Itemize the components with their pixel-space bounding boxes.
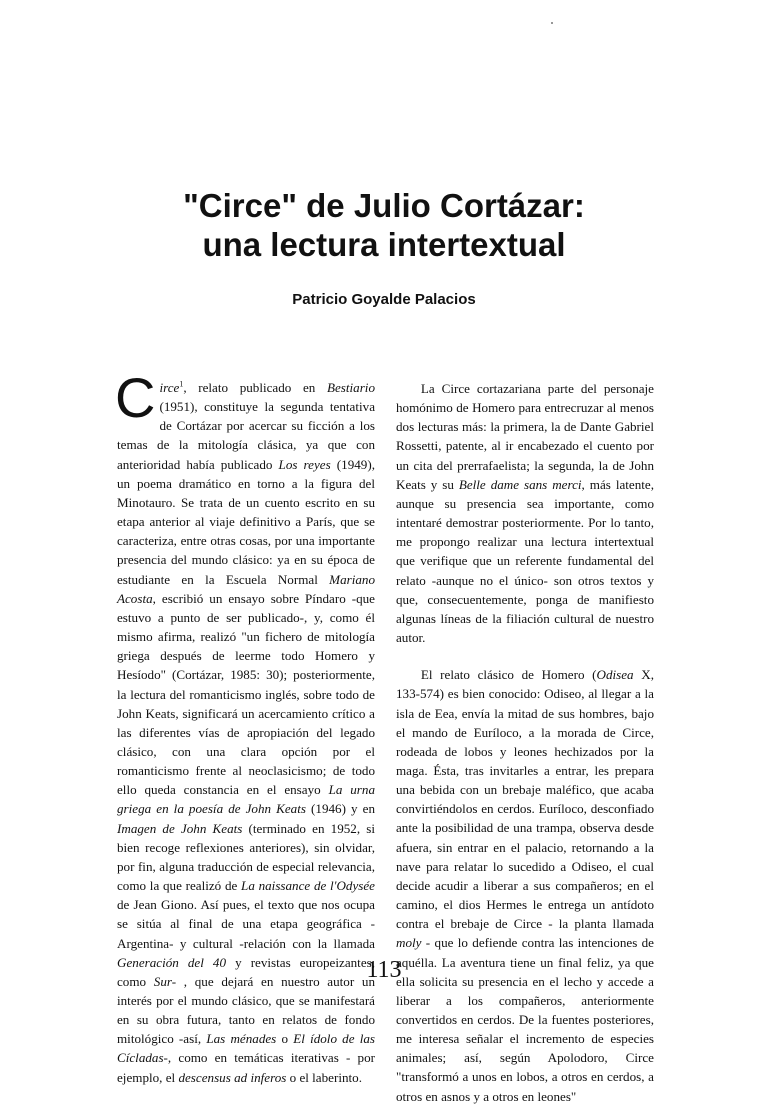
text-fragment: Bestiario — [326, 380, 375, 395]
text-fragment: La urna griega en la poesía de John Keats — [117, 782, 375, 817]
author-name: Patricio Goyalde Palacios — [292, 291, 476, 308]
text-fragment: que lo defiende contra las intenciones de aquélla. La aventura tiene un final feliz, ya que ella solicita su presencia en el lecho y accede a liberar a los compañeros, anteriormente convertidos en cerdos. De la fuentes posteriores, me interesa señalar el incremento de especies animales; así, según Apolodoro, Circe "transformó a unos en lobos, a otros en cerdos, a otros en asnos y a otros en leones" — [396, 935, 654, 1104]
text-fragment: , que dejará en nuestro autor un interés por el mundo clásico, que se manifestará en su obra futura, tanto en relatos de fondo mitológico -así, — [117, 973, 375, 1047]
drop-cap: C — [115, 366, 156, 429]
paragraph-2 — [396, 379, 654, 647]
title-line-1: "Circe" de Julio Cortázar: — [183, 187, 585, 224]
text-fragment: o el laberinto. — [286, 1069, 362, 1085]
text-fragment: La Circe cortazariana parte del personaje homónimo de Homero para entrecruzar al menos dos lecturas más: la primera, la de Dante Gabriel Rossetti, patente, al ir encabezado el cuento por un cita del prerrafaelista; la segunda, la de John Keats y su — [396, 381, 654, 492]
text-fragment: más latente, aunque su presencia sea importante, como intentaré demostrar posteriormente. Por lo tanto, me propongo realizar una lectura intertextual que verifique que un referente fundamental del relato -aunque no el único- son otros textos y que, consecuentemente, ponga de manifiesto algunas líneas de la filiación cultural de nuestro autor. — [396, 476, 654, 646]
article-title — [0, 186, 768, 264]
text-fragment: Imagen de John Keats — [117, 820, 243, 836]
text-fragment: Sur- — [153, 973, 177, 989]
text-fragment: , relato publicado en — [183, 380, 327, 395]
text-fragment: La naissance de l'Odysée — [241, 878, 375, 894]
text-fragment: Odisea — [596, 667, 634, 683]
right-column — [396, 379, 654, 1106]
text-fragment: (1949), un poema dramático en torno a la figura del Minotauro. Se trata de un cuento escrito en su etapa anterior al viaje definitivo a París, que se caracteriza, entre otras cosas, por una importante presencia del mundo clásico: ya en su época de estudiante en la Escuela Normal — [117, 456, 375, 587]
text-fragment: Las ménades — [206, 1031, 277, 1047]
text-fragment: Belle dame sans merci, — [458, 476, 585, 492]
paragraph-3 — [396, 665, 654, 1106]
text-fragment: , escribió un ensayo sobre Píndaro -que estuvo a punto de ser publicado-, y, como él mismo afirma, realizó "un fichero de mitología griega después de leerme todo Homero y Hesíodo" (Cortázar, 1985: 30); posteriormente, la lectura del romanticismo inglés, sobre todo de John Keats, significará un acercamiento crítico a las diferentes vías de apropiación del legado clásico, con una clara opción por el romanticismo frente al neoclasicismo; de todo ello queda constancia en el ensayo — [117, 590, 375, 798]
text-fragment: Generación del 40 — [117, 954, 227, 970]
text-fragment: y revistas europeizantes, como — [117, 954, 375, 989]
text-fragment: El ídolo de las Cícladas- — [117, 1031, 376, 1066]
text-fragment: moly - — [396, 935, 431, 951]
text-fragment: X, 133-574) es bien conocido: Odiseo, al llegar a la isla de Eea, envía la mitad de sus hombres, bajo el mando de Euríloco, a la morada de Circe, rodeada de lobos y leones hechizados por la maga. Ésta, tras invitarles a entrar, les prepara una bebida con un brebaje maléfico, que acaba convirtiéndolos en cerdos. Euríloco, desconfiado ante la posibilidad de una trampa, observa desde afuera, sin entrar en el palacio, retornando a la nave para relatar lo sucedido a Odiseo, el cual decide acudir a liberar a sus compañeros; en el camino, el dios Hermes le entrega un antídoto contra el brebaje de Circe - la planta llamada — [396, 667, 654, 932]
text-fragment: descensus ad inferos — [178, 1069, 287, 1085]
text-fragment: (terminado en 1952, si bien recoge reflexiones anteriores), sin olvidar, por fin, alguna traducción de especial relevancia, como la que realizó de — [117, 820, 375, 894]
footnote-ref[interactable]: 1 — [179, 379, 184, 389]
text-fragment: Mariano Acosta — [117, 571, 375, 606]
text-fragment: o — [276, 1031, 294, 1047]
text-fragment: Los reyes — [278, 456, 331, 472]
text-fragment: , como en temáticas iterativas - por ejemplo, el — [117, 1050, 375, 1085]
text-fragment: (1946) y en — [305, 801, 375, 817]
text-fragment: irce — [159, 380, 180, 395]
text-fragment: El relato clásico de Homero ( — [420, 667, 597, 683]
speck-mark — [551, 22, 553, 24]
text-fragment: de Jean Giono. Así pues, el texto que nos ocupa se sitúa al final de una etapa geográfica - Argentina- y cultural -relación con la llamada — [117, 897, 375, 951]
text-fragment: (1951), constituye la segunda tentativa de Cortázar por acercar su ficción a los temas de la mitología clásica, ya que con anterioridad había publicado — [117, 399, 375, 472]
title-line-2: una lectura intertextual — [202, 226, 566, 263]
page-number: 113 — [366, 957, 402, 983]
